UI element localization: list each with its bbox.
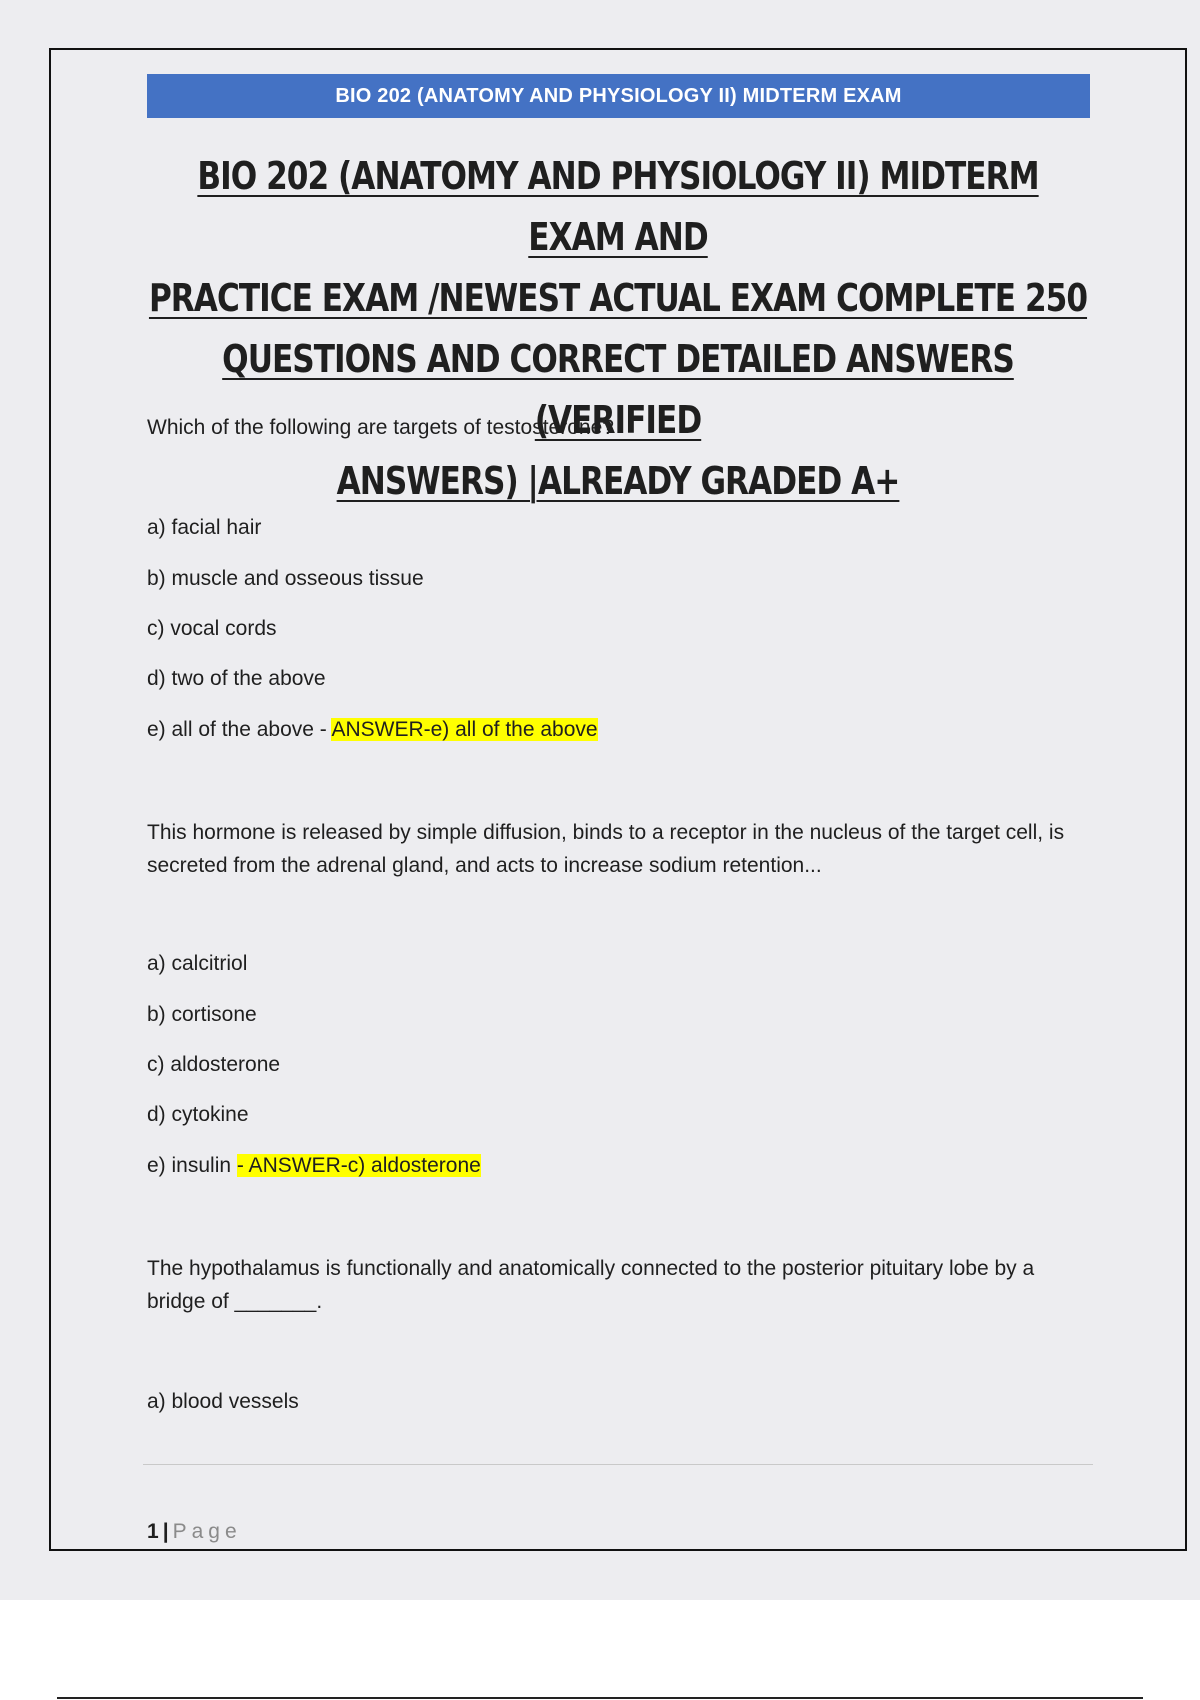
answer-option: a) facial hair — [147, 516, 262, 539]
next-page-edge — [57, 1697, 1143, 1699]
answer-option: e) insulin — [147, 1154, 237, 1177]
answer-option-last — [147, 1154, 481, 1178]
question-text: Which of the following are targets of testosterone? — [147, 416, 614, 439]
page-label: Page — [172, 1520, 242, 1543]
answer-option: d) two of the above — [147, 667, 326, 690]
page-footer — [147, 1520, 242, 1544]
answer-option: e) all of the above - — [147, 718, 332, 741]
answer-option-last — [147, 718, 598, 742]
answer-option: c) aldosterone — [147, 1053, 281, 1076]
answer-option: c) vocal cords — [147, 617, 277, 640]
header-banner: BIO 202 (ANATOMY AND PHYSIOLOGY II) MIDTERM EXAM — [147, 74, 1090, 118]
footer-divider — [143, 1464, 1093, 1465]
highlighted-answer: - ANSWER-c) aldosterone — [236, 1154, 481, 1177]
document-title — [147, 146, 1090, 512]
answer-option: a) calcitriol — [147, 952, 248, 975]
answer-option: b) muscle and osseous tissue — [147, 567, 424, 590]
question-text: This hormone is released by simple diffusion, binds to a receptor in the nucleus of the target cell, is secreted from the adrenal gland, and acts to increase sodium retention... — [147, 821, 1065, 877]
title-line: BIO 202 (ANATOMY AND PHYSIOLOGY II) MIDTERM EXAM AND — [197, 154, 1039, 259]
document-page — [49, 48, 1187, 1551]
page-number: 1 — [147, 1520, 159, 1543]
title-line: ANSWERS) |ALREADY GRADED A+ — [336, 459, 900, 503]
question-text: The hypothalamus is functionally and anatomically connected to the posterior pituitary lobe by a bridge of _______. — [147, 1257, 1035, 1313]
highlighted-answer: ANSWER-e) all of the above — [331, 718, 598, 741]
footer-separator: | — [162, 1520, 169, 1543]
answer-option: d) cytokine — [147, 1103, 249, 1126]
title-line: QUESTIONS AND CORRECT DETAILED ANSWERS (VERIFIED — [222, 337, 1014, 442]
answer-option: a) blood vessels — [147, 1390, 299, 1413]
title-line: PRACTICE EXAM /NEWEST ACTUAL EXAM COMPLETE 250 — [148, 276, 1088, 320]
answer-option: b) cortisone — [147, 1003, 257, 1026]
